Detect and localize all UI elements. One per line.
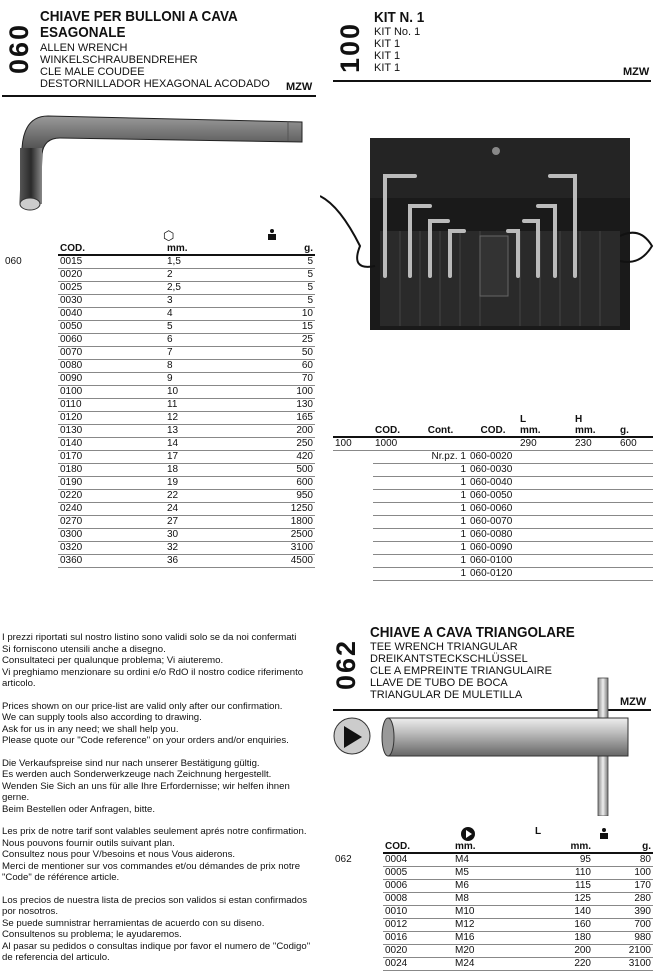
notes-line: Die Verkaufspreise sind nur nach unserer Bestätigung gültig. — [2, 757, 260, 769]
table-row: 0005 M5 110 100 — [385, 867, 651, 878]
table-row: 0060 6 25 — [60, 334, 313, 345]
notes-paragraph — [2, 826, 316, 884]
table-row: 0240 24 1250 — [60, 503, 313, 514]
table-row: 0080 8 60 — [60, 360, 313, 371]
length-label: L — [535, 826, 542, 837]
lang-es: KIT 1 — [374, 62, 401, 74]
col-mm-L: mm. — [520, 425, 541, 436]
table-row: 1 060-0090 — [333, 542, 653, 555]
table-row: 1 060-0070 — [333, 516, 653, 529]
table-row: 0130 13 200 — [60, 425, 313, 436]
table-row: 0320 32 3100 — [60, 542, 313, 553]
divider — [2, 95, 316, 97]
notes-line: Consultez nous pour V/besoins et nous Vous aiderons. — [2, 849, 236, 860]
table-row: 0008 M8 125 280 — [385, 893, 651, 904]
lang-de: WINKELSCHRAUBENDREHER — [40, 54, 198, 66]
notes-line: We can supply tools also according to drawing. — [2, 712, 202, 723]
notes-paragraph — [2, 701, 316, 747]
notes-line: Merci de mentioner sur vos commandes et/ou démandes de prix notre "Code" de référence article. — [2, 860, 301, 883]
notes-line: Wenden Sie Sich an uns für alle Ihre Erfordernisse; wir helfen ihnen gerne. — [2, 780, 290, 803]
table-row: 0090 9 70 — [60, 373, 313, 384]
table-row: 0024 M24 220 3100 — [385, 958, 651, 969]
table-060 — [3, 243, 315, 568]
table-row: 060 0015 1,5 5 — [5, 255, 313, 267]
notes-line: Vi preghiamo menzionare su ordini e/o RdO il nostro codice riferimento articolo. — [2, 666, 304, 689]
notes-line: Si forniscono utensili anche a disegno. — [2, 643, 166, 655]
notes-line: Ask for us in any need; we shall help you. — [2, 723, 179, 735]
table-row: 0050 5 15 — [60, 321, 313, 332]
col-mm: mm. — [455, 841, 476, 852]
divider — [333, 80, 651, 82]
table-row: 0012 M12 160 700 — [385, 919, 651, 930]
notes-line: Se puede sumnistrar herramientas de acuerdo con su diseno. — [2, 917, 265, 929]
table-row: 1 060-0060 — [333, 503, 653, 516]
brand-mzw: MZW — [623, 66, 650, 78]
section-code-060: 060 — [4, 22, 34, 74]
lang-fr: CLE A EMPREINTE TRIANGULAIRE — [370, 665, 552, 677]
notes-line: Consultateci per qualunque problema; Vi aiuteremo. — [2, 655, 224, 666]
table-row: 1 060-0120 — [333, 568, 653, 581]
table-row: 100 1000 290 230 600 — [333, 437, 653, 451]
table-100 — [333, 414, 653, 581]
table-row: 0170 17 420 — [60, 451, 313, 462]
table-row: 0120 12 165 — [60, 412, 313, 423]
table-row: 062 0004 M4 95 80 — [335, 853, 651, 865]
col-mm: mm. — [167, 243, 188, 254]
section-code-100: 100 — [335, 21, 365, 73]
col-cod: COD. — [375, 425, 400, 436]
lang-de: DREIKANTSTECKSCHLÜSSEL — [370, 653, 528, 665]
table-row: 0016 M16 180 980 — [385, 932, 651, 943]
notes-line: Please quote our "Code reference" on your orders and/or enquiries. — [2, 735, 289, 746]
notes-line: Les prix de notre tarif sont valables seulement aprés notre confirmation. — [2, 826, 307, 837]
brand-mzw: MZW — [620, 696, 647, 708]
table-row: 1 060-0080 — [333, 529, 653, 542]
table-row: 0030 3 5 — [60, 295, 313, 306]
lang-en: ALLEN WRENCH — [40, 42, 128, 54]
weight-icon — [600, 828, 608, 838]
triangle-icon — [461, 827, 475, 841]
lang-es: LLAVE DE TUBO DE BOCA — [370, 677, 508, 689]
table-row: 1 060-0040 — [333, 477, 653, 490]
table-row: 1 060-0050 — [333, 490, 653, 503]
table-row: 0270 27 1800 — [60, 516, 313, 527]
table-row: 0040 4 10 — [60, 308, 313, 319]
allen-wrench-image — [10, 108, 310, 218]
terms-notes — [2, 632, 316, 975]
col-L: L — [520, 414, 527, 425]
brand-mzw: MZW — [286, 81, 313, 93]
section-060-title: CHIAVE PER BULLONI A CAVA — [40, 8, 238, 25]
section-060-languages — [40, 42, 270, 90]
section-060-title-2: ESAGONALE — [40, 24, 126, 41]
col-cod: COD. — [385, 841, 410, 852]
col-g: g. — [620, 425, 629, 436]
col-cod: COD. — [60, 243, 85, 254]
col-g: g. — [642, 841, 651, 852]
table-row: 0020 2 5 — [60, 269, 313, 280]
notes-line: Beim Bestellen oder Anfragen, bitte. — [2, 803, 156, 815]
section-062-title: CHIAVE A CAVA TRIANGOLARE — [370, 624, 575, 641]
section-code-062: 062 — [331, 638, 361, 690]
col-cod2: COD. — [480, 425, 506, 436]
notes-paragraph — [2, 758, 316, 816]
notes-paragraph — [2, 895, 316, 964]
col-g: g. — [304, 243, 313, 254]
col-H: H — [575, 414, 583, 425]
table-row: 0025 2,5 5 — [60, 282, 313, 293]
notes-line: Consultenos su problema; le ayudaremos. — [2, 929, 182, 940]
col-cont: Cont. — [427, 425, 454, 436]
notes-paragraph — [2, 632, 316, 690]
lang-de: KIT 1 — [374, 38, 401, 50]
lang-en: KIT No. 1 — [374, 26, 421, 38]
notes-line: Al pasar su pedidos o consultas indique por favor el numero de "Codigo" de referencia del articulo. — [2, 940, 311, 963]
table-row: 0190 19 600 — [60, 477, 313, 488]
table-row: 1 060-0100 — [333, 555, 653, 568]
table-row: 0220 22 950 — [60, 490, 313, 501]
lang-fr: CLE MALE COUDEE — [40, 66, 145, 78]
size-icon: ⬡ — [163, 228, 175, 243]
table-row: 0010 M10 140 390 — [385, 906, 651, 917]
table-row: 0140 14 250 — [60, 438, 313, 449]
table-062 — [333, 841, 653, 971]
notes-line: Es werden auch Sonderwerkzeuge nach Zeichnung hergestellt. — [2, 769, 272, 780]
tee-wrench-image — [330, 666, 655, 816]
table-row: 0180 18 500 — [60, 464, 313, 475]
notes-line: Prices shown on our price-list are valid only after our confirmation. — [2, 700, 283, 712]
notes-line: I prezzi riportati sul nostro listino sono validi solo se da noi confermati — [2, 632, 297, 643]
col-mm-L: mm. — [570, 841, 591, 852]
table-row: Nr.pz. 1 060-0020 — [333, 451, 653, 464]
weight-icon — [268, 229, 276, 239]
table-row: 0300 30 2500 — [60, 529, 313, 540]
lang-es-2: TRIANGULAR DE MULETILLA — [370, 689, 523, 701]
notes-line: Los precios de nuestra lista de precios son validos si estan confirmados por nosotros. — [2, 894, 308, 917]
table-row: 0100 10 100 — [60, 386, 313, 397]
table-row: 0006 M6 115 170 — [385, 880, 651, 891]
lang-es: DESTORNILLADOR HEXAGONAL ACODADO — [40, 78, 270, 90]
kit-pouch-image — [320, 136, 655, 336]
lang-fr: KIT 1 — [374, 50, 401, 62]
notes-line: Nous pouvons fournir outils suivant plan. — [2, 837, 175, 849]
table-row: 0360 36 4500 — [60, 555, 313, 566]
table-row: 1 060-0030 — [333, 464, 653, 477]
section-100-title: KIT N. 1 — [374, 9, 425, 26]
col-mm-H: mm. — [575, 425, 596, 436]
table-row: 0070 7 50 — [60, 347, 313, 358]
lang-en: TEE WRENCH TRIANGULAR — [370, 641, 518, 653]
table-row: 0110 11 130 — [60, 399, 313, 410]
section-100-languages — [374, 26, 420, 74]
table-row: 0020 M20 200 2100 — [385, 945, 651, 956]
